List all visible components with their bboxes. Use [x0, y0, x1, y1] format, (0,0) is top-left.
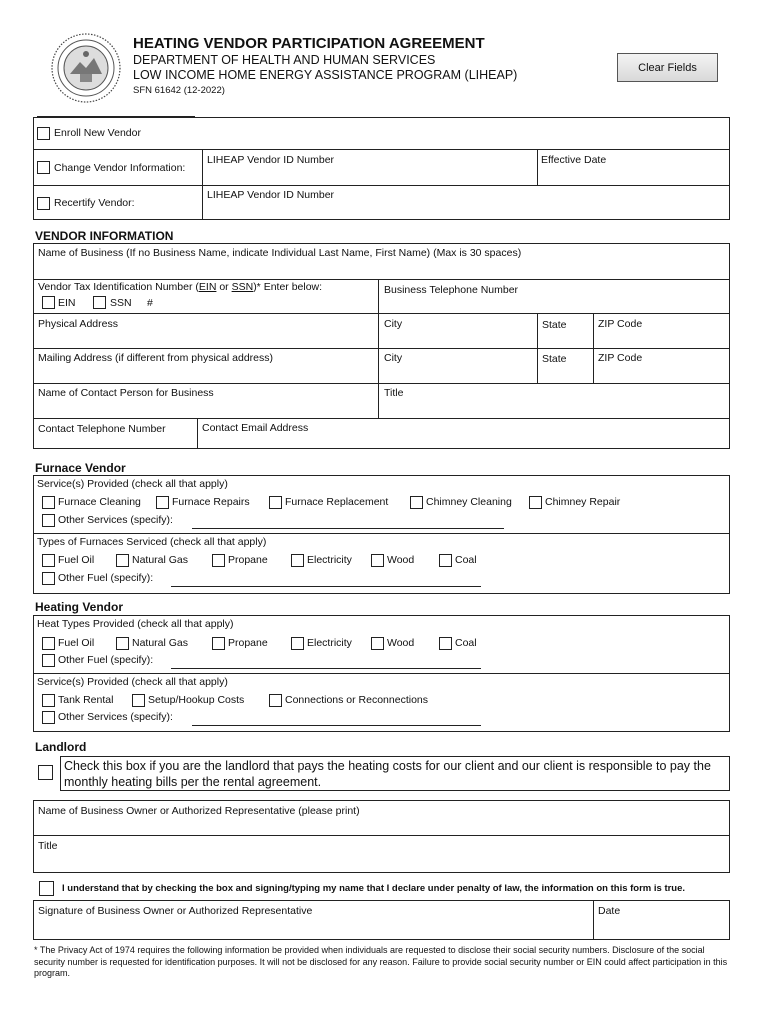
connections-label: Connections or Reconnections	[285, 694, 429, 706]
furnace-electricity-checkbox[interactable]	[291, 554, 304, 567]
furnace-replacement-label: Furnace Replacement	[285, 496, 389, 508]
signature-input[interactable]	[38, 919, 588, 937]
owner-name-label: Name of Business Owner or Authorized Representative (please print)	[38, 805, 360, 817]
mailing-city-label: City	[384, 352, 403, 364]
furnace-vendor-heading: Furnace Vendor	[35, 461, 126, 475]
effective-date-input[interactable]	[541, 168, 726, 183]
form-title: HEATING VENDOR PARTICIPATION AGREEMENT	[133, 35, 485, 52]
setup-hookup-label: Setup/Hookup Costs	[148, 694, 245, 706]
contact-phone-label: Contact Telephone Number	[38, 423, 166, 435]
landlord-checkbox[interactable]	[38, 765, 53, 780]
tax-id-label: Vendor Tax Identification Number (EIN or SSN)* Enter below:	[38, 281, 323, 293]
furnace-repairs-checkbox[interactable]	[156, 496, 169, 509]
furnace-services-label: Service(s) Provided (check all that apply)	[37, 478, 228, 490]
recertify-vendor-label: Recertify Vendor:	[54, 197, 135, 209]
business-phone-input[interactable]	[384, 296, 726, 311]
declaration-checkbox[interactable]	[39, 881, 54, 896]
business-phone-label: Business Telephone Number	[384, 284, 519, 296]
department-name: DEPARTMENT OF HEALTH AND HUMAN SERVICES	[133, 53, 436, 67]
heat-other-fuel-label: Other Fuel (specify):	[58, 654, 154, 666]
contact-name-label: Name of Contact Person for Business	[38, 387, 214, 399]
furnace-propane-label: Propane	[228, 554, 268, 566]
furnace-other-services-label: Other Services (specify):	[58, 514, 173, 526]
ein-label: EIN	[58, 297, 76, 309]
landlord-heading: Landlord	[35, 740, 87, 754]
landlord-text: Check this box if you are the landlord that pays the heating costs for our client and our client is responsible to pay the monthly heating bills per the rental agreement.	[64, 759, 711, 789]
furnace-natural-gas-checkbox[interactable]	[116, 554, 129, 567]
declaration-text: I understand that by checking the box and signing/typing my name that I declare under penalty of law, the information on this form is true.	[62, 883, 686, 894]
physical-address-label: Physical Address	[38, 318, 118, 330]
owner-name-input[interactable]	[38, 818, 726, 833]
furnace-other-fuel-input[interactable]	[171, 571, 481, 585]
mailing-address-label: Mailing Address (if different from physical address)	[38, 352, 273, 364]
chimney-repair-checkbox[interactable]	[529, 496, 542, 509]
recertify-vendor-id-label: LIHEAP Vendor ID Number	[207, 189, 335, 201]
heat-fuel-oil-checkbox[interactable]	[42, 637, 55, 650]
heat-other-fuel-checkbox[interactable]	[42, 654, 55, 667]
mailing-zip-label: ZIP Code	[598, 352, 643, 364]
heat-wood-label: Wood	[387, 637, 415, 649]
effective-date-label: Effective Date	[541, 154, 607, 166]
signature-date-label: Date	[598, 905, 621, 917]
heating-other-services-input[interactable]	[192, 710, 481, 724]
heat-fuel-oil-label: Fuel Oil	[58, 637, 95, 649]
privacy-act-footnote: * The Privacy Act of 1974 requires the following information be provided when individuals are requested to disclose their social security numbers. Disclosure of the social security number is requested for identification purposes. It will not be disclosed for any reason. Failure to provide social security number or EIN could affect participation in this program.	[34, 945, 728, 978]
heat-propane-label: Propane	[228, 637, 268, 649]
heat-types-label: Heat Types Provided (check all that apply)	[37, 618, 234, 630]
physical-state-input[interactable]	[542, 331, 590, 346]
signature-date-input[interactable]	[598, 919, 726, 937]
heat-coal-label: Coal	[455, 637, 477, 649]
clear-fields-button[interactable]: Clear Fields	[617, 53, 718, 82]
heat-coal-checkbox[interactable]	[439, 637, 452, 650]
mailing-address-input[interactable]	[38, 366, 374, 381]
mailing-state-label: State	[542, 353, 567, 365]
furnace-coal-checkbox[interactable]	[439, 554, 452, 567]
heating-other-services-checkbox[interactable]	[42, 711, 55, 724]
change-vendor-checkbox[interactable]	[37, 161, 50, 174]
mailing-city-input[interactable]	[384, 366, 534, 381]
mailing-state-input[interactable]	[542, 366, 590, 381]
recertify-vendor-checkbox[interactable]	[37, 197, 50, 210]
furnace-fuel-oil-label: Fuel Oil	[58, 554, 95, 566]
physical-zip-label: ZIP Code	[598, 318, 643, 330]
contact-title-label: Title	[384, 387, 404, 399]
heating-services-label: Service(s) Provided (check all that apply)	[37, 676, 228, 688]
physical-city-input[interactable]	[384, 331, 534, 346]
owner-title-label: Title	[38, 840, 58, 852]
signature-label: Signature of Business Owner or Authorized Representative	[38, 905, 313, 917]
state-seal-logo	[50, 32, 122, 104]
chimney-cleaning-label: Chimney Cleaning	[426, 496, 512, 508]
tax-id-input[interactable]	[158, 296, 373, 311]
furnace-other-services-checkbox[interactable]	[42, 514, 55, 527]
furnace-other-services-input[interactable]	[192, 513, 504, 527]
furnace-fuel-oil-checkbox[interactable]	[42, 554, 55, 567]
heat-other-fuel-input[interactable]	[171, 653, 481, 667]
contact-title-input[interactable]	[384, 401, 726, 416]
furnace-electricity-label: Electricity	[307, 554, 352, 566]
heat-natural-gas-checkbox[interactable]	[116, 637, 129, 650]
furnace-propane-checkbox[interactable]	[212, 554, 225, 567]
change-vendor-id-input[interactable]	[207, 168, 532, 183]
furnace-wood-label: Wood	[387, 554, 415, 566]
contact-phone-input[interactable]	[38, 434, 193, 448]
enroll-new-vendor-label: Enroll New Vendor	[54, 127, 141, 139]
recertify-vendor-id-input[interactable]	[207, 203, 727, 218]
heat-natural-gas-label: Natural Gas	[132, 637, 189, 649]
ssn-label: SSN	[110, 297, 132, 309]
tank-rental-checkbox[interactable]	[42, 694, 55, 707]
physical-state-label: State	[542, 319, 567, 331]
chimney-repair-label: Chimney Repair	[545, 496, 621, 508]
furnace-wood-checkbox[interactable]	[371, 554, 384, 567]
furnace-other-fuel-label: Other Fuel (specify):	[58, 572, 154, 584]
chimney-cleaning-checkbox[interactable]	[410, 496, 423, 509]
heat-electricity-checkbox[interactable]	[291, 637, 304, 650]
connections-checkbox[interactable]	[269, 694, 282, 707]
vendor-id-label: LIHEAP Vendor ID Number	[207, 154, 335, 166]
tank-rental-label: Tank Rental	[58, 694, 114, 706]
ssn-checkbox[interactable]	[93, 296, 106, 309]
change-vendor-label: Change Vendor Information:	[54, 162, 186, 174]
owner-title-input[interactable]	[38, 854, 726, 870]
contact-email-input[interactable]	[202, 434, 726, 448]
form-number: SFN 61642 (12-2022)	[133, 85, 225, 96]
furnace-repairs-label: Furnace Repairs	[172, 496, 250, 508]
mailing-zip-input[interactable]	[598, 366, 726, 381]
physical-zip-input[interactable]	[598, 331, 726, 346]
physical-city-label: City	[384, 318, 403, 330]
furnace-types-label: Types of Furnaces Serviced (check all that apply)	[37, 536, 267, 548]
business-name-input[interactable]	[38, 261, 726, 277]
ein-checkbox[interactable]	[42, 296, 55, 309]
heat-electricity-label: Electricity	[307, 637, 352, 649]
heating-other-services-label: Other Services (specify):	[58, 711, 173, 723]
program-name: LOW INCOME HOME ENERGY ASSISTANCE PROGRAM (LIHEAP)	[133, 68, 518, 82]
furnace-other-fuel-checkbox[interactable]	[42, 572, 55, 585]
furnace-cleaning-checkbox[interactable]	[42, 496, 55, 509]
heating-vendor-heading: Heating Vendor	[35, 600, 124, 614]
furnace-coal-label: Coal	[455, 554, 477, 566]
furnace-natural-gas-label: Natural Gas	[132, 554, 189, 566]
heat-wood-checkbox[interactable]	[371, 637, 384, 650]
contact-name-input[interactable]	[38, 401, 374, 416]
furnace-cleaning-label: Furnace Cleaning	[58, 496, 141, 508]
business-name-label: Name of Business (If no Business Name, indicate Individual Last Name, First Name) (Max is 30 spaces)	[38, 247, 522, 259]
enroll-new-vendor-checkbox[interactable]	[37, 127, 50, 140]
heat-propane-checkbox[interactable]	[212, 637, 225, 650]
setup-hookup-checkbox[interactable]	[132, 694, 145, 707]
furnace-replacement-checkbox[interactable]	[269, 496, 282, 509]
physical-address-input[interactable]	[38, 331, 374, 346]
vendor-information-heading: VENDOR INFORMATION	[35, 229, 174, 243]
tax-id-hash: #	[147, 297, 153, 309]
contact-email-label: Contact Email Address	[202, 422, 309, 434]
